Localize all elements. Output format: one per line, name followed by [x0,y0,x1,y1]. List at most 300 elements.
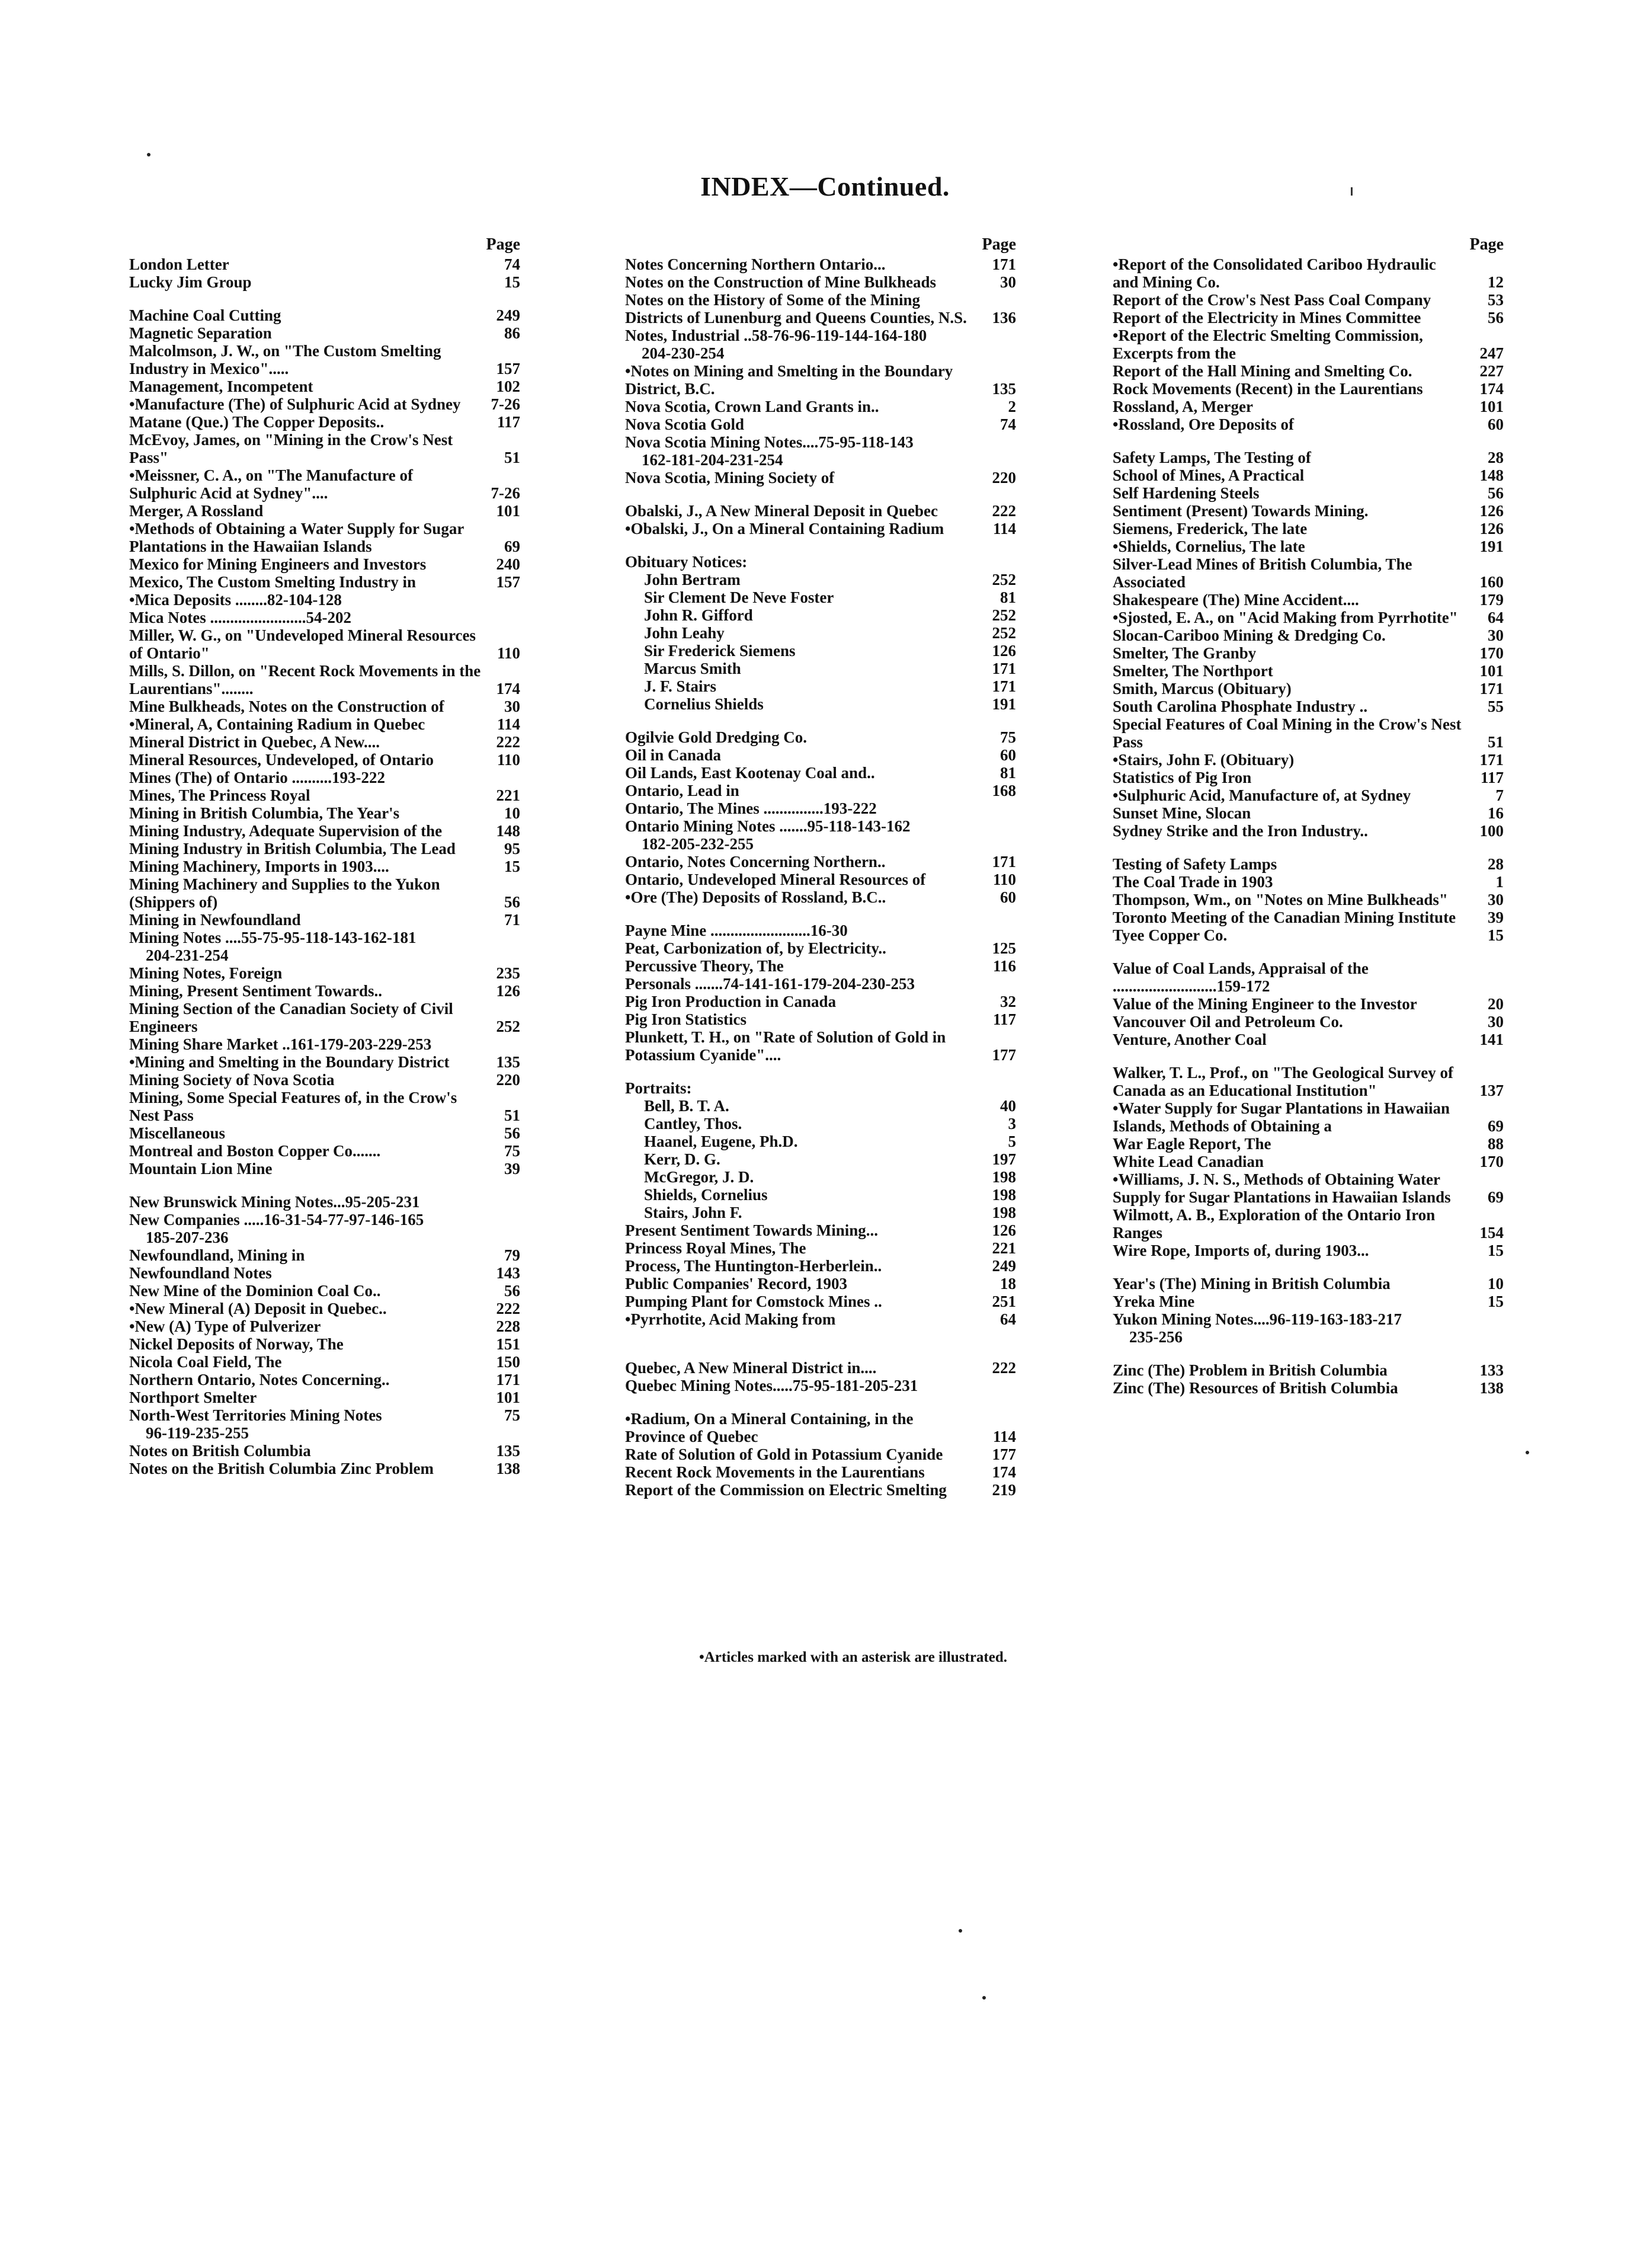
entry-text: Mining, Some Special Features of, in the Crow's Nest Pass [129,1089,457,1124]
section-gap [129,291,520,306]
index-entry [129,858,520,875]
entry-text: Smelter, The Northport [1113,662,1273,680]
entry-text: Cornelius Shields [644,695,764,713]
entry-text: Marcus Smith [644,660,741,677]
entry-text: Smith, Marcus (Obituary) [1113,680,1292,698]
entry-text: Peat, Carbonization of, by Electricity.. [625,939,886,957]
index-entry [129,520,520,555]
entry-text: Quebec Mining Notes.....75-95-181-205-231 [625,1377,918,1394]
index-entry [625,817,1016,835]
index-entry [129,875,520,911]
entry-page-number: 228 [496,1317,520,1335]
index-entry [625,433,1016,451]
entry-page-number: 53 [1488,291,1504,309]
index-entry [1113,995,1504,1013]
entry-text: •New (A) Type of Pulverizer [129,1317,321,1335]
section-gap [129,1178,520,1193]
index-entry [625,1293,1016,1310]
index-entry [129,591,520,609]
entry-page-number: 171 [992,853,1016,871]
entry-page-number: 7 [1495,786,1504,804]
entry-text: Yreka Mine [1113,1293,1195,1310]
entry-text: Pumping Plant for Comstock Mines .. [625,1293,882,1310]
index-entry [129,1282,520,1300]
entry-page-number: 114 [992,520,1016,538]
index-entry [625,1028,1016,1064]
entry-text: •Water Supply for Sugar Plantations in Hawaiian Islands, Methods of Obtaining a [1113,1099,1450,1135]
entry-page-number: 12 [1488,273,1504,291]
index-entry [129,502,520,520]
entry-text: Machine Coal Cutting [129,306,281,324]
entry-text: Notes on the History of Some of the Mining Districts of Lunenburg and Queens Counties, N.S. [625,291,967,327]
entry-text: •Report of the Consolidated Cariboo Hydraulic and Mining Co. [1113,255,1436,291]
entry-text: Nova Scotia, Crown Land Grants in.. [625,398,879,415]
index-entry [625,695,1016,713]
index-entry [625,1239,1016,1257]
entry-page-number: 56 [504,1282,520,1300]
entry-text: •Mica Deposits ........82-104-128 [129,591,342,609]
section-gap [1113,1346,1504,1361]
index-entry [625,728,1016,746]
index-entry [1113,1099,1504,1135]
index-entry [1113,1293,1504,1310]
entry-text: Testing of Safety Lamps [1113,855,1277,873]
index-entry [1113,715,1504,751]
entry-page-number: 117 [1480,769,1504,786]
entry-page-number: 221 [496,786,520,804]
entry-text: Ontario, Lead in [625,782,739,799]
index-entry [129,1371,520,1389]
entry-text: Rate of Solution of Gold in Potassium Cyanide [625,1445,943,1463]
entry-text: •Rossland, Ore Deposits of [1113,415,1294,433]
index-entry [625,1463,1016,1481]
entry-page-number: 88 [1488,1135,1504,1153]
entry-text: McGregor, J. D. [644,1168,754,1186]
entry-page-number: 126 [496,982,520,1000]
index-entry [625,624,1016,642]
entry-page-number: 110 [992,871,1016,888]
index-entry [129,466,520,502]
index-entry [129,1089,520,1124]
entry-page-number: 15 [504,858,520,875]
entry-page-number: 198 [992,1204,1016,1221]
index-entry [129,1353,520,1371]
entry-page-number: 79 [504,1246,520,1264]
section-gap [1113,433,1504,449]
entry-text: John Leahy [644,624,725,642]
entry-page-number: 220 [496,1071,520,1089]
index-entry [1113,309,1504,327]
index-entry [129,929,520,946]
index-entry [625,677,1016,695]
index-entry [1113,909,1504,926]
entry-text: Percussive Theory, The [625,957,784,975]
index-entry [1113,804,1504,822]
index-entry [129,1424,520,1442]
entry-text: Mineral Resources, Undeveloped, of Ontario [129,751,434,769]
entry-text: •Report of the Electric Smelting Commission, Excerpts from the [1113,327,1423,362]
entry-text: Sir Clement De Neve Foster [644,588,834,606]
entry-page-number: 154 [1479,1224,1504,1242]
index-entry [129,1246,520,1264]
entry-text: 162-181-204-231-254 [642,451,783,469]
index-entry [1113,1361,1504,1379]
index-entry [1113,959,1504,995]
entry-text: Notes on British Columbia [129,1442,311,1460]
entry-text: Zinc (The) Resources of British Columbia [1113,1379,1398,1397]
entry-page-number: 100 [1479,822,1504,840]
index-entry [1113,555,1504,591]
index-entry [625,1410,1016,1445]
entry-page-number: 10 [504,804,520,822]
index-entry [1113,644,1504,662]
entry-text: Slocan-Cariboo Mining & Dredging Co. [1113,626,1386,644]
index-column-2 [625,234,1016,1499]
section-gap [1113,1048,1504,1064]
entry-page-number: 56 [1488,484,1504,502]
index-entry [129,982,520,1000]
section-gap [1113,944,1504,959]
entry-page-number: 110 [496,751,520,769]
entry-text: Newfoundland, Mining in [129,1246,305,1264]
entry-page-number: 227 [1479,362,1504,380]
index-entry [129,751,520,769]
entry-page-number: 235 [496,964,520,982]
index-entry [129,946,520,964]
index-entry [1113,609,1504,626]
entry-page-number: 74 [504,255,520,273]
entry-text: North-West Territories Mining Notes [129,1406,382,1424]
footnote: •Articles marked with an asterisk are illustrated. [699,1649,1008,1665]
index-entry [129,395,520,413]
entry-text: Toronto Meeting of the Canadian Mining Institute [1113,909,1456,926]
index-entry [1113,751,1504,769]
entry-text: Value of the Mining Engineer to the Investor [1113,995,1417,1013]
entry-page-number: 81 [1000,588,1016,606]
entry-page-number: 39 [504,1160,520,1178]
section-gap [625,1394,1016,1410]
entry-page-number: 95 [504,840,520,858]
entry-text: Nickel Deposits of Norway, The [129,1335,344,1353]
scan-speck [147,153,150,156]
index-entry [129,1460,520,1477]
entry-text: •Mining and Smelting in the Boundary District [129,1053,450,1071]
entry-text: •Radium, On a Mineral Containing, in the Province of Quebec [625,1410,914,1445]
entry-page-number: 56 [504,1124,520,1142]
index-entry [625,1168,1016,1186]
index-entry [625,1221,1016,1239]
index-entry [129,964,520,982]
index-entry [625,327,1016,344]
entry-page-number: 15 [1488,1293,1504,1310]
index-entry [129,626,520,662]
entry-text: Merger, A Rossland [129,502,264,520]
entry-text: Mining in Newfoundland [129,911,301,929]
entry-page-number: 148 [496,822,520,840]
entry-page-number: 32 [1000,993,1016,1010]
entry-text: Ogilvie Gold Dredging Co. [625,728,808,746]
index-entry [625,764,1016,782]
entry-text: Tyee Copper Co. [1113,926,1228,944]
entry-text: Quebec, A New Mineral District in.... [625,1359,877,1377]
entry-page-number: 148 [1479,466,1504,484]
index-entry [625,782,1016,799]
index-entry [129,1142,520,1160]
entry-text: •Methods of Obtaining a Water Supply for Sugar Plantations in the Hawaiian Islands [129,520,464,555]
entry-text: Walker, T. L., Prof., on "The Geological Survey of Canada as an Educational Institution" [1113,1064,1454,1099]
entry-page-number: 2 [1008,398,1016,415]
index-entry [129,609,520,626]
entry-page-number: 15 [1488,1242,1504,1259]
page-column-header: Page [982,235,1016,254]
index-subheading: Obituary Notices: [625,553,748,571]
scan-speck [1526,1451,1529,1454]
entry-text: Plunkett, T. H., on "Rate of Solution of Gold in Potassium Cyanide".... [625,1028,946,1064]
page-column-header: Page [486,235,520,254]
entry-page-number: 222 [992,502,1016,520]
entry-text: Nova Scotia Mining Notes....75-95-118-143 [625,433,914,451]
entry-page-number: 252 [496,1018,520,1035]
entry-text: Ontario, The Mines ...............193-222 [625,799,877,817]
entry-text: Statistics of Pig Iron [1113,769,1252,786]
entry-page-number: 69 [1488,1117,1504,1135]
index-entry [129,1389,520,1406]
entry-text: Notes on the British Columbia Zinc Problem [129,1460,434,1477]
entry-text: Ontario Mining Notes .......95-118-143-162 [625,817,911,835]
entry-text: Notes Concerning Northern Ontario... [625,255,886,273]
index-entry [129,1317,520,1335]
index-entry [129,1124,520,1142]
entry-page-number: 64 [1488,609,1504,626]
index-entry [1113,662,1504,680]
index-entry [129,1406,520,1424]
entry-text: •Sulphuric Acid, Manufacture of, at Sydney [1113,786,1411,804]
entry-page-number: 219 [992,1481,1016,1499]
entry-text: School of Mines, A Practical [1113,466,1305,484]
index-entry [1113,538,1504,555]
index-entry [1113,520,1504,538]
index-entry [625,1150,1016,1168]
page-title: INDEX—Continued. [700,171,950,201]
entry-page-number: 160 [1479,573,1504,591]
index-entry [129,1071,520,1089]
entry-text: Malcolmson, J. W., on "The Custom Smelting Industry in Mexico"..... [129,342,441,378]
index-entry [625,993,1016,1010]
entry-text: 182-205-232-255 [642,835,754,853]
index-entry [1113,1064,1504,1099]
entry-text: Report of the Crow's Nest Pass Coal Company [1113,291,1431,309]
index-entry [625,660,1016,677]
entry-text: Mountain Lion Mine [129,1160,273,1178]
entry-page-number: 30 [504,698,520,715]
entry-text: Public Companies' Record, 1903 [625,1275,847,1293]
entry-text: New Companies .....16-31-54-77-97-146-165 [129,1211,424,1229]
entry-page-number: 137 [1479,1082,1504,1099]
entry-text: •Obalski, J., On a Mineral Containing Radium [625,520,944,538]
entry-page-number: 252 [992,606,1016,624]
entry-text: Sunset Mine, Slocan [1113,804,1251,822]
index-entry [625,939,1016,957]
entry-text: Mining Industry in British Columbia, The Lead [129,840,456,858]
index-entry [1113,873,1504,891]
index-entry [1113,822,1504,840]
entry-page-number: 126 [992,642,1016,660]
index-entry [129,342,520,378]
index-entry [129,1193,520,1211]
entry-page-number: 125 [992,939,1016,957]
entry-page-number: 174 [992,1463,1016,1481]
index-entry [625,853,1016,871]
entry-page-number: 117 [992,1010,1016,1028]
entry-text: Mica Notes ........................54-202 [129,609,351,626]
index-entry [1113,1242,1504,1259]
entry-page-number: 55 [1488,698,1504,715]
entry-text: Silver-Lead Mines of British Columbia, The Associated [1113,555,1412,591]
index-entry [129,413,520,431]
entry-page-number: 251 [992,1293,1016,1310]
index-entry [625,398,1016,415]
entry-text: Mining Machinery and Supplies to the Yukon (Shippers of) [129,875,440,911]
index-entry [1113,769,1504,786]
entry-text: Year's (The) Mining in British Columbia [1113,1275,1391,1293]
index-entry [129,804,520,822]
entry-page-number: 56 [1488,309,1504,327]
entry-page-number: 179 [1479,591,1504,609]
index-entry [625,799,1016,817]
index-entry [625,1115,1016,1133]
entry-text: 185-207-236 [146,1229,229,1246]
entry-page-number: 126 [992,1221,1016,1239]
index-entry [129,1229,520,1246]
entry-text: 96-119-235-255 [146,1424,249,1442]
scan-speck [1351,187,1353,196]
entry-page-number: 222 [992,1359,1016,1377]
index-column-3 [1113,234,1504,1397]
index-entry [625,1275,1016,1293]
entry-page-number: 15 [1488,926,1504,944]
index-entry [129,662,520,698]
entry-text: Haanel, Eugene, Ph.D. [644,1133,798,1150]
entry-text: Personals .......74-141-161-179-204-230-253 [625,975,915,993]
index-entry [129,733,520,751]
section-gap [625,1328,1016,1343]
entry-text: Management, Incompetent [129,378,313,395]
entry-page-number: 135 [496,1442,520,1460]
index-entry [625,362,1016,398]
entry-page-number: 30 [1488,626,1504,644]
entry-page-number: 5 [1008,1133,1016,1150]
entry-text: J. F. Stairs [644,677,717,695]
index-entry [1113,1206,1504,1242]
entry-page-number: 3 [1008,1115,1016,1133]
entry-text: Present Sentiment Towards Mining... [625,1221,879,1239]
entry-text: The Coal Trade in 1903 [1113,873,1273,891]
entry-page-number: 197 [992,1150,1016,1168]
index-entry [129,1000,520,1035]
entry-text: Mines (The) of Ontario ..........193-222 [129,769,385,786]
entry-text: Ontario, Undeveloped Mineral Resources of [625,871,926,888]
entry-page-number: 51 [1488,733,1504,751]
entry-text: •Mineral, A, Containing Radium in Quebec [129,715,425,733]
index-entry [625,1377,1016,1394]
entry-text: •Pyrrhotite, Acid Making from [625,1310,836,1328]
entry-text: White Lead Canadian [1113,1153,1264,1170]
index-entry [625,1257,1016,1275]
section-gap [1113,1259,1504,1275]
entry-page-number: 60 [1488,415,1504,433]
index-entry [129,786,520,804]
section-gap [625,713,1016,728]
entry-text: Mining Society of Nova Scotia [129,1071,335,1089]
entry-text: •Meissner, C. A., on "The Manufacture of Sulphuric Acid at Sydney".... [129,466,413,502]
entry-text: Stairs, John F. [644,1204,742,1221]
entry-page-number: 249 [496,306,520,324]
section-gap [625,538,1016,553]
entry-page-number: 7-26 [491,395,520,413]
entry-page-number: 28 [1488,855,1504,873]
entry-page-number: 177 [992,1445,1016,1463]
entry-page-number: 170 [1479,1153,1504,1170]
entry-page-number: 247 [1479,344,1504,362]
entry-page-number: 157 [496,573,520,591]
entry-text: Mills, S. Dillon, on "Recent Rock Movements in the Laurentians"........ [129,662,481,698]
index-entry [625,1359,1016,1377]
index-entry [625,888,1016,906]
entry-text: Mining Industry, Adequate Supervision of the [129,822,443,840]
entry-text: 204-231-254 [146,946,229,964]
entry-page-number: 86 [504,324,520,342]
entry-page-number: 171 [992,677,1016,695]
index-entry [625,1310,1016,1328]
entry-page-number: 75 [504,1142,520,1160]
index-entry [625,1010,1016,1028]
index-entry [129,1211,520,1229]
entry-text: Obalski, J., A New Mineral Deposit in Quebec [625,502,938,520]
entry-page-number: 240 [496,555,520,573]
entry-page-number: 198 [992,1186,1016,1204]
index-entry [625,975,1016,993]
entry-page-number: 60 [1000,746,1016,764]
entry-text: Notes, Industrial ..58-76-96-119-144-164-180 [625,327,927,344]
index-entry [625,469,1016,487]
index-entry [129,431,520,466]
index-entry [1113,680,1504,698]
index-entry [1113,855,1504,873]
index-entry [1113,1310,1504,1328]
entry-page-number: 138 [1479,1379,1504,1397]
index-entry [1113,626,1504,644]
index-entry [129,1300,520,1317]
index-entry [625,606,1016,624]
entry-text: Payne Mine .........................16-30 [625,922,848,939]
index-entry [625,520,1016,538]
scan-speck [959,1929,962,1933]
index-entry [625,1133,1016,1150]
entry-text: McEvoy, James, on "Mining in the Crow's Nest Pass" [129,431,453,466]
index-entry [1113,891,1504,909]
entry-text: Mexico for Mining Engineers and Investors [129,555,427,573]
index-entry [1113,291,1504,309]
entry-page-number: 75 [504,1406,520,1424]
entry-page-number: 39 [1488,909,1504,926]
entry-text: •Shields, Cornelius, The late [1113,538,1305,555]
index-entry [129,573,520,591]
entry-text: Smelter, The Granby [1113,644,1257,662]
index-entry [625,451,1016,469]
entry-page-number: 171 [1479,680,1504,698]
index-entry [1113,1328,1504,1346]
entry-text: Pig Iron Statistics [625,1010,747,1028]
